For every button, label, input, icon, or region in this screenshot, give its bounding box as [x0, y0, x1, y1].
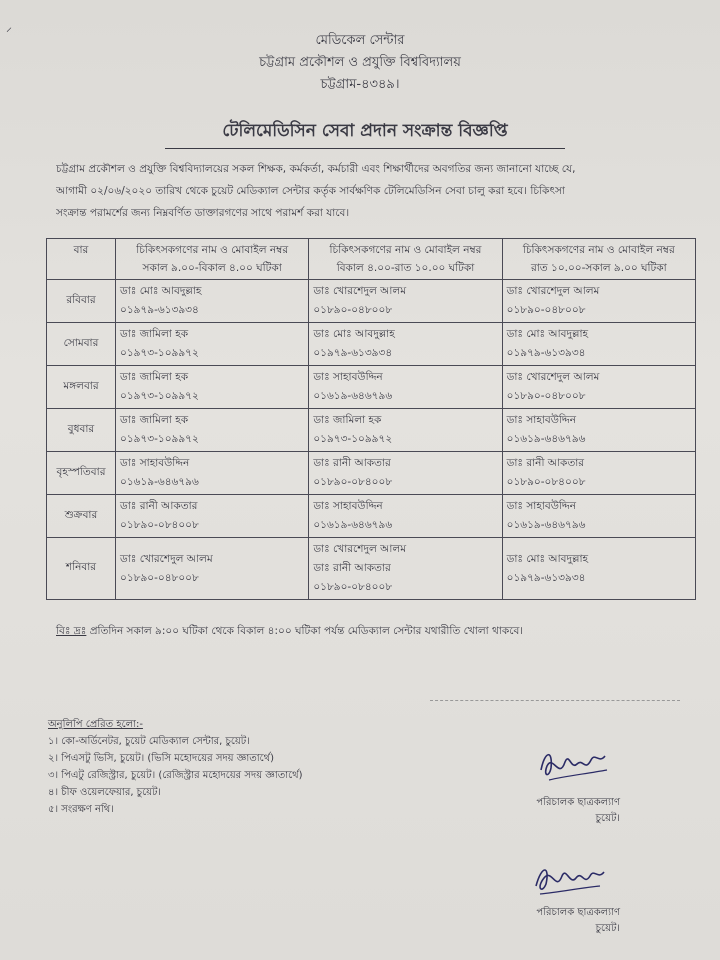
shift-header-1 — [116, 239, 309, 280]
notice-title: টেলিমেডিসিন সেবা প্রদান সংক্রান্ত বিজ্ঞপ্তি — [165, 118, 565, 149]
body-line-3: সংক্রান্ত পরামর্শের জন্য নিম্নবর্ণিত ডাক্তারগণের সাথে পরামর্শ করা যাবে। — [56, 207, 350, 219]
doctor-phone: ০১৮৯০-০৮৪০০৮ — [313, 476, 393, 488]
copy-list-title: অনুলিপি প্রেরিত হলো:- — [48, 719, 143, 730]
doctor-cell — [116, 452, 309, 495]
doctor-cell — [502, 495, 695, 538]
doctor-cell — [502, 452, 695, 495]
shift-header-3 — [502, 239, 695, 280]
shift-time: সকাল ৯.০০-বিকাল ৪.০০ ঘটিকা — [142, 262, 282, 274]
shift-header-label: চিকিৎসকগণের নাম ও মোবাইল নম্বর — [136, 244, 289, 256]
doctor-phone: ০১৬১৯-৬৪৬৭৯৬ — [506, 433, 586, 445]
doctor-phone: ০১৮৯০-০৪৮০০৮ — [506, 304, 586, 316]
doctor-cell — [502, 280, 695, 323]
doctor-cell — [309, 323, 502, 366]
doctor-phone: ০১৬১৯-৬৪৬৭৯৬ — [313, 390, 393, 402]
doctor-roster-table — [46, 238, 696, 600]
doctor-phone: ০১৯৭৯-৬১৩৯৩৪ — [120, 304, 199, 316]
doctor-name: ডাঃ জামিলা হক — [120, 414, 189, 426]
doctor-phone: ০১৯৭৩-১০৯৯৭২ — [313, 433, 393, 445]
doctor-cell — [309, 452, 502, 495]
table-row — [47, 323, 696, 366]
table-header-row — [47, 239, 696, 280]
signatory-2 — [500, 905, 620, 937]
signatory-org: চুয়েট। — [595, 923, 620, 934]
pen-mark: ⸝ — [6, 20, 13, 34]
day-cell: মঙ্গলবার — [47, 366, 116, 409]
doctor-phone: ০১৬১৯-৬৪৬৭৯৬ — [120, 476, 199, 488]
doctor-cell — [116, 495, 309, 538]
signatory-1 — [500, 795, 620, 827]
doctor-name: ডাঃ রানী আকতার — [506, 457, 585, 469]
doctor-phone: ০১৮৯০-০৮৪০০৮ — [313, 581, 393, 593]
doctor-name: ডাঃ খোরশেদুল আলম — [506, 285, 600, 297]
doctor-name: ডাঃ জামিলা হক — [313, 414, 382, 426]
note-text: প্রতিদিন সকাল ৯:০০ ঘটিকা থেকে বিকাল ৪:০০ ঘটিকা পর্যন্ত মেডিক্যাল সেন্টার যথারীতি খোলা থাকবে। — [89, 625, 524, 637]
list-item: ১। কো-অর্ডিনেটর, চুয়েট মেডিক্যাল সেন্টার, চুয়েট। — [48, 736, 250, 747]
letterhead — [220, 30, 500, 96]
header-office: মেডিকেল সেন্টার — [315, 33, 405, 48]
doctor-name: ডাঃ মোঃ আবদুল্লাহ — [506, 552, 589, 565]
doctor-name: ডাঃ সাহাবউদ্দিন — [506, 500, 576, 512]
table-row — [47, 409, 696, 452]
doctor-phone: ০১৮৯০-০৪৮০০৮ — [506, 390, 586, 402]
shift-header-label: চিকিৎসকগণের নাম ও মোবাইল নম্বর — [329, 244, 482, 256]
doctor-phone: ০১৯৭৩-১০৯৯৭২ — [120, 433, 199, 445]
doctor-cell — [309, 366, 502, 409]
doctor-phone: ০১৮৯০-০৪৮০০৮ — [120, 571, 199, 584]
doctor-name: ডাঃ মোঃ আবদুল্লাহ — [506, 328, 589, 340]
table-row — [47, 280, 696, 323]
doctor-phone: ০১৯৭৯-৬১৩৯৩৪ — [506, 571, 586, 584]
doctor-name: ডাঃ খোরশেদুল আলম — [313, 285, 407, 297]
doctor-name: ডাঃ জামিলা হক — [120, 371, 189, 383]
header-university: চট্টগ্রাম প্রকৌশল ও প্রযুক্তি বিশ্ববিদ্যালয় — [259, 55, 461, 70]
doctor-name: ডাঃ মোঃ আবদুল্লাহ — [313, 328, 395, 340]
header-address: চট্টগ্রাম-৪৩৪৯। — [320, 77, 400, 92]
shift-header-label: চিকিৎসকগণের নাম ও মোবাইল নম্বর — [522, 244, 675, 256]
table-row — [47, 495, 696, 538]
doctor-phone: ০১৮৯০-০৮৪০০৮ — [506, 476, 586, 488]
divider — [430, 700, 680, 701]
doctor-cell — [116, 323, 309, 366]
doctor-name: ডাঃ সাহাবউদ্দিন — [313, 371, 383, 383]
doctor-phone: ০১৯৭৩-১০৯৯৭২ — [120, 390, 199, 402]
copy-list — [48, 716, 303, 818]
footnote — [56, 624, 696, 641]
day-cell: শনিবার — [47, 538, 116, 600]
doctor-phone: ০১৬১৯-৬৪৬৭৯৬ — [506, 519, 586, 531]
doctor-name: ডাঃ সাহাবউদ্দিন — [506, 414, 576, 426]
signatory-title: পরিচালক ছাত্রকল্যাণ — [536, 907, 620, 918]
list-item: ৩। পিএটু রেজিস্ট্রার, চুয়েট। (রেজিস্ট্রার মহোদয়ের সদয় জ্ঞাতার্থে) — [48, 770, 303, 781]
shift-header-2 — [309, 239, 502, 280]
doctor-name: ডাঃ খোরশেদুল আলম — [313, 543, 407, 555]
doctor-name: ডাঃ সাহাবউদ্দিন — [120, 457, 190, 469]
note-label: বিঃ দ্রঃ — [56, 625, 87, 637]
list-item: ৪। চীফ ওয়েলফেয়ার, চুয়েট। — [48, 787, 162, 798]
doctor-phone: ০১৯৭৯-৬১৩৯৩৪ — [313, 347, 393, 359]
doctor-cell — [502, 323, 695, 366]
doctor-cell — [309, 280, 502, 323]
day-cell: রবিবার — [47, 280, 116, 323]
doctor-phone: ০১৬১৯-৬৪৬৭৯৬ — [313, 519, 393, 531]
day-column-header: বার — [47, 239, 116, 280]
doctor-cell — [116, 280, 309, 323]
notice-body — [56, 158, 696, 224]
table-row — [47, 538, 696, 600]
day-cell: বৃহস্পতিবার — [47, 452, 116, 495]
list-item: ২। পিএসটু ভিসি, চুয়েট। (ভিসি মহোদয়ের সদয় জ্ঞাতার্থে) — [48, 753, 275, 764]
doctor-name: ডাঃ রানী আকতার — [313, 457, 391, 469]
signatory-title: পরিচালক ছাত্রকল্যাণ — [536, 797, 620, 808]
doctor-cell — [309, 409, 502, 452]
day-cell: শুক্রবার — [47, 495, 116, 538]
doctor-name: ডাঃ খোরশেদুল আলম — [120, 552, 213, 565]
doctor-name: ডাঃ খোরশেদুল আলম — [506, 371, 600, 383]
doctor-cell — [502, 538, 695, 600]
shift-time: বিকাল ৪.০০-রাত ১০.০০ ঘটিকা — [336, 262, 475, 274]
doctor-phone: ০১৯৭৯-৬১৩৯৩৪ — [506, 347, 586, 359]
doctor-name-2: ডাঃ রানী আকতার — [313, 562, 391, 574]
doctor-cell — [309, 495, 502, 538]
doctor-phone: ০১৯৭৩-১০৯৯৭২ — [120, 347, 199, 359]
day-cell: বুধবার — [47, 409, 116, 452]
doctor-phone: ০১৮৯০-০৪৮০০৮ — [313, 304, 393, 316]
shift-time: রাত ১০.০০-সকাল ৯.০০ ঘটিকা — [530, 262, 667, 274]
table-row — [47, 452, 696, 495]
doctor-name: ডাঃ সাহাবউদ্দিন — [313, 500, 383, 512]
signature-1 — [535, 740, 615, 790]
doctor-cell — [502, 366, 695, 409]
list-item: ৫। সংরক্ষণ নথি। — [48, 804, 114, 815]
doctor-cell — [116, 538, 309, 600]
table-row — [47, 366, 696, 409]
doctor-phone: ০১৮৯০-০৮৪০০৮ — [120, 519, 199, 531]
day-cell: সোমবার — [47, 323, 116, 366]
signatory-org: চুয়েট। — [595, 813, 620, 824]
doctor-cell — [502, 409, 695, 452]
body-line-1: চট্টগ্রাম প্রকৌশল ও প্রযুক্তি বিশ্ববিদ্যালয়ের সকল শিক্ষক, কর্মকর্তা, কর্মচারী এবং শিক্ষার্থীদের অবগতির জন্য জানানো যাচ্ছে যে, — [56, 163, 576, 175]
doctor-name: ডাঃ রানী আকতার — [120, 500, 198, 512]
doctor-cell — [116, 409, 309, 452]
doctor-name: ডাঃ মোঃ আবদুল্লাহ — [120, 285, 202, 297]
doctor-cell — [116, 366, 309, 409]
signature-2 — [530, 858, 610, 903]
doctor-name: ডাঃ জামিলা হক — [120, 328, 189, 340]
body-line-2: আগামী ০২/০৬/২০২০ তারিখ থেকে চুয়েট মেডিক্যাল সেন্টার কর্তৃক সার্বক্ষণিক টেলিমেডিসিন সেবা চালু করা হবে। চিকিৎসা — [56, 185, 565, 197]
doctor-cell — [309, 538, 502, 600]
